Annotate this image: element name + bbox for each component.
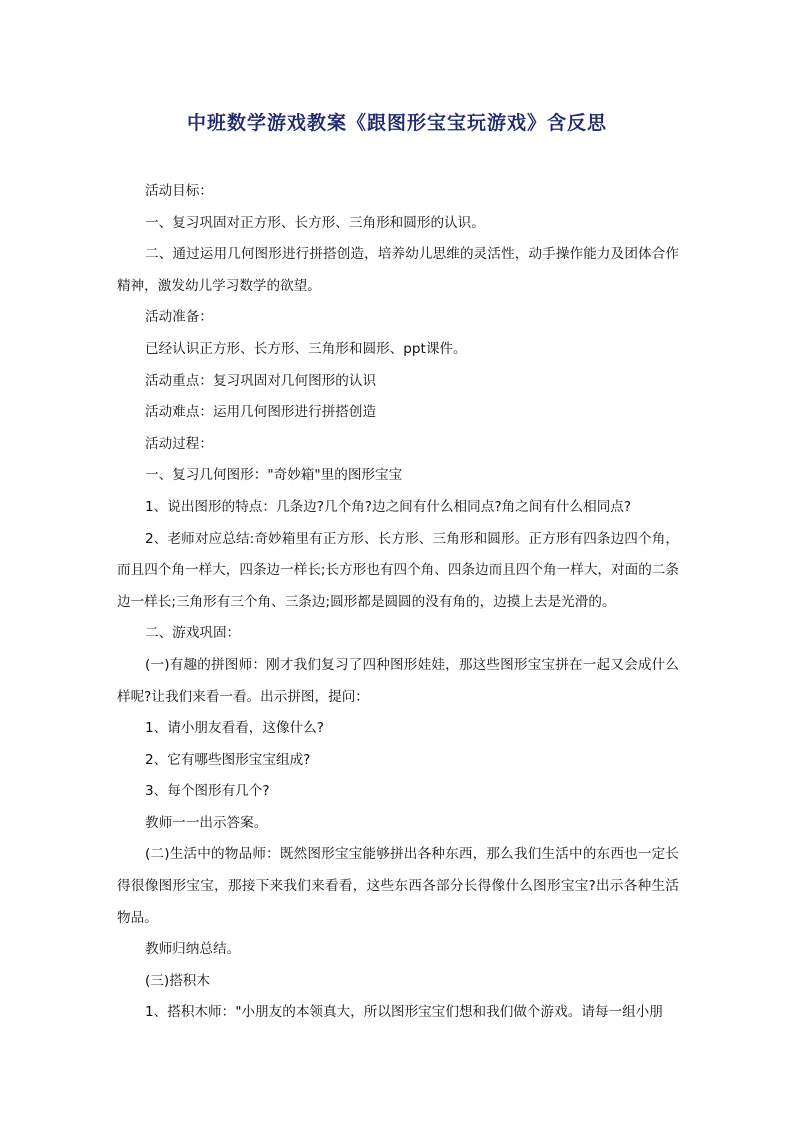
paragraph: 2、它有哪些图形宝宝组成? <box>145 751 311 768</box>
document-title: 中班数学游戏教案《跟图形宝宝玩游戏》含反思 <box>186 112 607 134</box>
paragraph: 二、通过运用几何图形进行拼搭创造，培养幼儿思维的灵活性，动手操作能力及团体合作精神，激发幼儿学习数学的欲望。 <box>117 246 679 294</box>
paragraph: 一、复习巩固对正方形、长方形、三角形和圆形的认识。 <box>145 214 485 231</box>
paragraph: 一、复习几何图形："奇妙箱"里的图形宝宝 <box>145 467 403 484</box>
paragraph: 1、说出图形的特点：几条边?几个角?边之间有什么相同点?角之间有什么相同点? <box>145 498 632 515</box>
paragraph: 1、请小朋友看看，这像什么? <box>145 720 324 737</box>
paragraph: (一)有趣的拼图师：刚才我们复习了四种图形娃娃，那这些图形宝宝拼在一起又会成什么样呢?让我们来看一看。出示拼图，提问： <box>117 656 679 705</box>
paragraph: 3、每个图形有几个? <box>145 783 270 800</box>
paragraph: 教师归纳总结。 <box>145 941 241 958</box>
paragraph: 活动目标： <box>145 183 213 199</box>
paragraph: 已经认识正方形、长方形、三角形和圆形、ppt课件。 <box>145 340 467 357</box>
paragraph: (三)搭积木 <box>145 972 210 989</box>
document-body <box>117 176 679 1029</box>
paragraph: 教师一一出示答案。 <box>145 814 268 831</box>
paragraph: 活动准备： <box>145 309 213 326</box>
paragraph: 2、老师对应总结:奇妙箱里有正方形、长方形、三角形和圆形。正方形有四条边四个角，而且四个角一样大，四条边一样长;长方形也有四个角、四条边而且四个角一样大，对面的二条边一样长;三角形有三个角、三条边;圆形都是圆圆的没有角的，边摸上去是光滑的。 <box>117 530 679 610</box>
paragraph: 活动重点：复习巩固对几何图形的认识 <box>145 372 377 389</box>
paragraph: 二、游戏巩固： <box>145 625 241 642</box>
paragraph: 1、搭积木师："小朋友的本领真大，所以图形宝宝们想和我们做个游戏。请每一组小朋 <box>145 1004 663 1021</box>
paragraph: 活动难点：运用几何图形进行拼搭创造 <box>145 404 377 421</box>
paragraph: 活动过程： <box>145 435 213 452</box>
paragraph: (二)生活中的物品师：既然图形宝宝能够拼出各种东西，那么我们生活中的东西也一定长得很像图形宝宝，那接下来我们来看看，这些东西各部分长得像什么图形宝宝?出示各种生活物品。 <box>117 846 679 926</box>
